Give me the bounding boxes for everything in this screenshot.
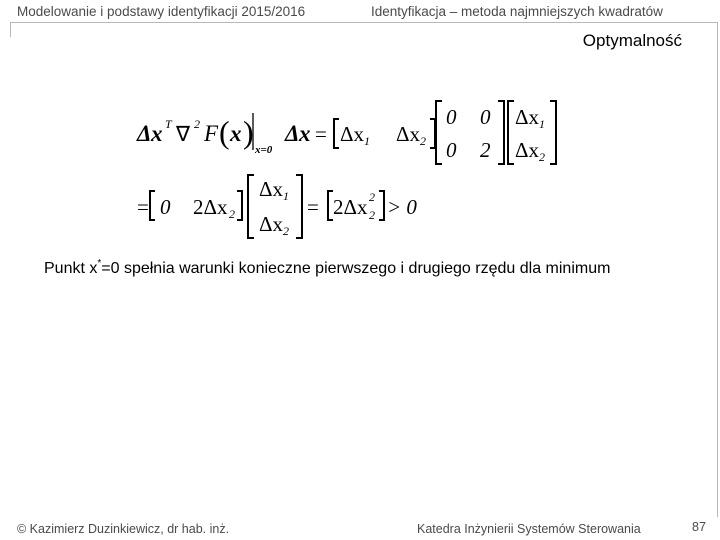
footer-department: Katedra Inżynierii Systemów Sterowania — [417, 522, 641, 536]
lhs-transpose: T — [165, 117, 172, 131]
row-vec-sub2: 2 — [420, 134, 426, 148]
col-vec-open — [508, 101, 514, 164]
col-vec2-sub2: 2 — [283, 224, 289, 238]
matrix-a22: 2 — [480, 138, 491, 162]
equals-3: = — [307, 195, 319, 219]
matrix-a21: 0 — [446, 138, 457, 162]
statement-rest: =0 spełnia warunki konieczne pierwszego i drugiego rzędu dla minimum — [101, 260, 611, 277]
eval-subscript: x=0 — [255, 144, 273, 156]
statement-start: Punkt x — [44, 260, 98, 277]
nabla-symbol: ∇ — [176, 122, 191, 146]
col-vec-close — [550, 101, 556, 164]
col-vec-sub2: 2 — [539, 150, 545, 164]
positive-inequality: > 0 — [387, 195, 417, 219]
row-vec-sub1: 1 — [364, 134, 370, 148]
result-sup: 2 — [369, 190, 375, 204]
result-term: 2Δx — [333, 195, 368, 219]
lhs-arg: x — [230, 121, 242, 146]
col-vec2-dx2: Δx — [259, 212, 284, 236]
row-vec-close — [430, 119, 435, 148]
equation-line-1 — [136, 101, 556, 164]
col-vec-dx1: Δx — [515, 105, 540, 129]
equals-2: = — [137, 195, 149, 219]
page-number: 87 — [692, 520, 706, 534]
lhs-x: x — [151, 121, 163, 146]
col-vec-dx2: Δx — [515, 138, 540, 162]
topic-header: Identyfikacja – metoda najmniejszych kwadratów — [371, 4, 663, 19]
col-vec2-dx1: Δx — [259, 177, 284, 201]
lhs-delta: Δ — [137, 121, 152, 146]
nabla-exponent: 2 — [194, 117, 200, 131]
open-paren: ( — [219, 114, 230, 150]
equals-1: = — [315, 122, 327, 146]
row-vec-dx1: Δx — [340, 122, 365, 146]
footer-author: © Kazimierz Duzinkiewicz, dr hab. inż. — [17, 522, 230, 536]
col-vec2-close — [296, 175, 302, 238]
rhs-delta: Δ — [285, 121, 300, 146]
row-vec-open — [334, 119, 339, 148]
close-paren: ) — [243, 114, 254, 150]
row-vec2-zero: 0 — [160, 195, 171, 219]
row-vec2-dx2: 2Δx — [193, 195, 228, 219]
function-f: F — [204, 121, 219, 146]
matrix-a11: 0 — [446, 105, 457, 129]
matrix-open — [436, 101, 442, 164]
rhs-x: x — [299, 121, 311, 146]
result-sub: 2 — [369, 208, 375, 222]
result-close — [379, 191, 384, 220]
row-vec2-close — [237, 191, 242, 220]
slide-title: Optymalność — [582, 31, 682, 50]
row-vec2-sub2: 2 — [229, 207, 235, 221]
optimality-statement — [44, 257, 644, 280]
col-vec2-sub1: 1 — [283, 189, 289, 203]
course-header: Modelowanie i podstawy identyfikacji 2015/2016 — [17, 4, 306, 19]
optimal-star: * — [97, 258, 102, 269]
matrix-a12: 0 — [480, 105, 491, 129]
row-vec2-open — [150, 191, 155, 220]
row-vec-dx2: Δx — [396, 122, 421, 146]
equation-line-2 — [137, 175, 417, 238]
col-vec2-open — [248, 175, 254, 238]
matrix-close — [498, 101, 504, 164]
col-vec-sub1: 1 — [539, 117, 545, 131]
